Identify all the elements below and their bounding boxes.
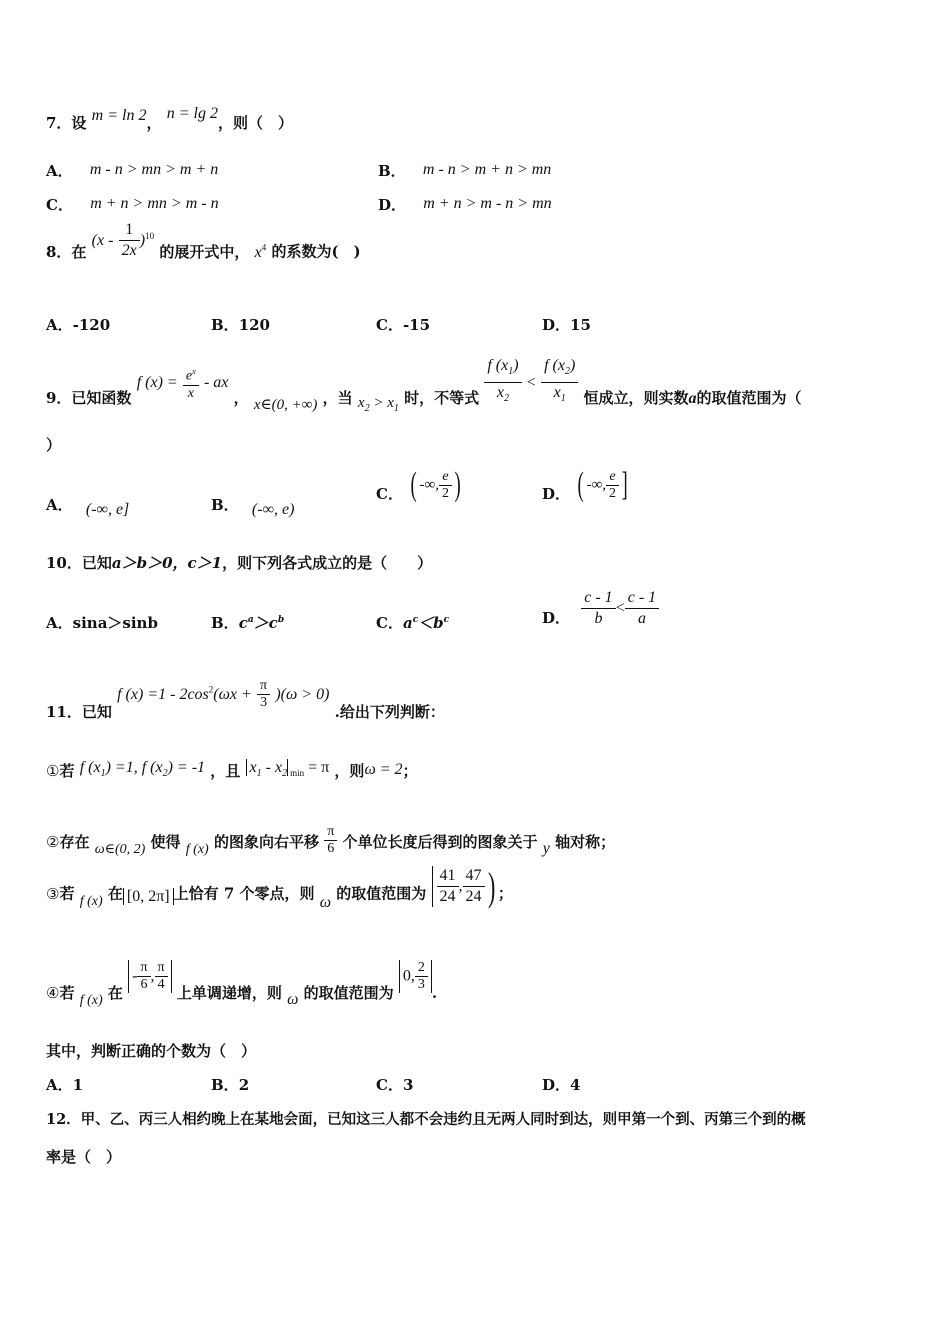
j3-frac2: $\frac{47}{24}$ [463, 866, 485, 907]
q8-tail: 的系数为( ) [271, 242, 361, 261]
q9-ineq-left [484, 356, 521, 409]
q9-e-den: x [187, 385, 194, 401]
q10-condition: a＞b＞0，c＞1 [111, 554, 223, 572]
j4-pre: 若 [59, 984, 75, 1002]
j4-mark: ④ [46, 984, 60, 1002]
q9-e-num: $e^x$ [183, 364, 199, 386]
j4-frac3: $\frac{2}{3}$ [415, 960, 428, 993]
option-label: A． [46, 162, 73, 180]
option-right-fraction: $\frac{c - 1}{a}$ [625, 588, 659, 629]
q8-mid: 的展开式中， [159, 242, 250, 261]
j3-tail: 的取值范围为 [336, 884, 427, 903]
j1-expr: f $(x_1) =1$, f $(x_2) = -1$ [79, 759, 206, 780]
bracket-left: ( [410, 466, 417, 503]
option-expr: sina＞sinb [72, 614, 158, 632]
q11-question: 其中，判断正确的个数为（ ） [46, 1042, 257, 1060]
j2-pi-fraction: $\frac{\pi}{6}$ [324, 824, 337, 857]
q9-sep1: ， [233, 388, 249, 407]
j4-in: 在 [107, 984, 123, 1002]
j4-mid: 上单调递增，则 [176, 984, 282, 1002]
option-fraction: $\frac{e}{2}$ [606, 469, 619, 502]
question-9 [46, 350, 802, 414]
option-label: A． [46, 496, 73, 514]
option-label: C． [376, 614, 403, 632]
j2-y: y [542, 839, 550, 857]
q10-option-b[interactable] [211, 612, 284, 633]
j4-end: . [431, 984, 438, 1002]
j1-end: ； [402, 762, 418, 780]
j2-mid2: 的图象向右平移 [213, 832, 319, 851]
q9-number: 9．已知函数 [46, 388, 132, 407]
q11-judgment-1 [46, 760, 418, 783]
q9-domain: x∈(0, +∞) [253, 396, 318, 413]
j4-omega: ω [287, 991, 299, 1008]
j1-min: $_{min}$ = π [287, 759, 329, 776]
j3-in: 在 [107, 884, 123, 903]
option-pre: -∞, [419, 477, 439, 493]
q7-m-expr: m = ln 2 [91, 107, 147, 124]
question-10 [46, 552, 432, 573]
option-label: D． [542, 608, 571, 627]
q9-option-a[interactable] [46, 494, 130, 518]
q8-option-c[interactable] [376, 314, 430, 335]
j3-pre: 若 [59, 884, 75, 903]
option-label: D． [542, 485, 571, 503]
option-label: A． [46, 1076, 73, 1094]
j1-pre: 若 [59, 762, 75, 780]
q9-option-c[interactable] [376, 468, 463, 502]
q9-f-rhs: - ax [203, 373, 229, 391]
q7-number: 7．设 [46, 114, 87, 132]
q10-number: 10．已知 [46, 554, 112, 572]
bracket-left: ( [577, 466, 585, 503]
q11-option-c[interactable] [376, 1074, 413, 1095]
j3-end: ； [497, 884, 513, 903]
q8-frac-num: 1 [119, 220, 140, 241]
option-label: D． [542, 1076, 571, 1094]
option-label: B． [378, 162, 406, 180]
q8-option-a[interactable] [46, 314, 110, 335]
q10-option-c[interactable] [376, 612, 449, 633]
j2-tail2: 轴对称； [555, 832, 616, 851]
option-expr: m + n > m - n > mn [423, 195, 552, 212]
q9-lden: $x_2$ [496, 384, 510, 405]
q9-sep2: ，当 [322, 388, 353, 407]
q9-option-d[interactable] [542, 468, 630, 502]
q11-judgment-4 [46, 960, 438, 1008]
j2-expr: ω∈(0, 2) [94, 841, 146, 857]
option-expr: m - n > mn > m + n [89, 161, 219, 178]
q9-close-paren: ） [46, 436, 62, 454]
q11-tail: .给出下列判断： [334, 702, 445, 721]
q11-f-post: )(ω > 0) [275, 685, 330, 703]
option-expr: (-∞, e] [85, 501, 130, 518]
j3-fx: f (x) [79, 893, 103, 909]
option-value: 2 [238, 1076, 250, 1094]
q10-tail: ，则下列各式成立的是（ ） [222, 554, 433, 572]
j2-mid1: 使得 [150, 832, 181, 851]
j4-frac2: $\frac{\pi}{4}$ [155, 960, 168, 993]
q11-pi-fraction: $\frac{\pi}{3}$ [257, 678, 270, 711]
q7-option-d[interactable] [378, 194, 552, 215]
bracket-right: ] [621, 466, 628, 503]
j1-then: ，则 [334, 762, 365, 780]
q7-tail: ，则（ ） [217, 114, 293, 132]
option-label: C． [376, 316, 403, 334]
q8-fraction [119, 220, 140, 261]
j1-conclusion: ω = 2 [364, 761, 403, 778]
option-value: 4 [570, 1076, 581, 1094]
question-11 [46, 672, 445, 721]
j4-range: 0, $\frac{2}{3}$ [399, 960, 432, 993]
option-label: C． [46, 196, 73, 214]
q7-option-a[interactable] [46, 160, 218, 181]
j3-interval: [0, 2π] [123, 888, 174, 905]
option-label: B． [211, 316, 239, 334]
q11-option-a[interactable] [46, 1074, 83, 1095]
q8-expr-pre: (x - [91, 231, 114, 249]
q9-var-a: a [688, 389, 697, 407]
q9-tail: 恒成立，则实数 [583, 388, 689, 407]
option-expr: m + n > mn > m - n [90, 195, 219, 212]
j3-mark: ③ [46, 884, 60, 903]
q7-n-expr: n = lg 2 [166, 105, 218, 122]
option-value: 15 [570, 316, 591, 334]
option-value: 1 [72, 1076, 84, 1094]
question-12-line1: 12．甲、乙、丙三人相约晚上在某地会面，已知这三人都不会违约且无两人同时到达，则甲第一个到、丙第三个到的概 [46, 1111, 806, 1128]
q8-frac-den: 2x [121, 242, 137, 259]
q11-judgment-2 [46, 814, 616, 857]
q7-option-c[interactable] [46, 194, 219, 215]
q8-number: 8．在 [46, 242, 87, 261]
j2-tail: 个单位长度后得到的图象关于 [342, 832, 538, 851]
option-label: A． [46, 316, 73, 334]
j2-pre: 存在 [59, 832, 90, 851]
j1-mark: ① [46, 762, 60, 780]
j1-abs: $x_1 - x_2$ [246, 759, 288, 776]
q11-judgment-3 [46, 863, 513, 915]
option-left-fraction: $\frac{c - 1}{b}$ [581, 588, 615, 629]
option-value: 120 [238, 316, 270, 334]
question-7 [46, 105, 293, 133]
option-expr: m - n > m + n > mn [422, 161, 552, 178]
q10-option-d[interactable] [542, 588, 659, 629]
option-label: C． [376, 1076, 403, 1094]
option-pre: -∞, [586, 477, 607, 493]
option-label: C． [376, 485, 403, 503]
j3-frac1: $\frac{41}{24}$ [437, 866, 459, 907]
option-value: 3 [402, 1076, 414, 1094]
option-fraction: $\frac{e}{2}$ [439, 469, 452, 502]
q9-f-lhs: f (x) = [136, 373, 178, 391]
question-12-line2: 率是（ ） [46, 1148, 122, 1166]
option-expr: $c^a>c^b$ [238, 614, 285, 632]
q9-exp-fraction [183, 364, 199, 402]
q9-rnum: f $(x_2)$ [541, 356, 578, 383]
option-op: < [615, 599, 625, 617]
j3-mid: 上恰有 7 个零点，则 [173, 884, 315, 903]
option-label: B． [211, 496, 239, 514]
j2-mark: ② [46, 832, 60, 851]
q11-f-pre: f $(x) =1 - 2\cos^2(\omega x$ + [117, 684, 252, 703]
j3-range: $\frac{41}{24}$ , $\frac{47}{24}$ ) [432, 866, 498, 907]
option-value: -15 [402, 316, 431, 334]
j4-interval: - $\frac{\pi}{6}$ , $\frac{\pi}{4}$ [128, 960, 171, 993]
option-value: -120 [72, 316, 111, 334]
option-expr: $a^c<b^c$ [402, 614, 450, 632]
j3-omega: ω [319, 893, 332, 911]
j2-fx: f (x) [185, 841, 209, 857]
option-label: B． [211, 614, 239, 632]
bracket-right: ) [454, 466, 461, 503]
q11-option-d[interactable] [542, 1074, 580, 1095]
option-label: D． [378, 196, 407, 214]
q11-number: 11．已知 [46, 702, 112, 721]
j4-tail: 的取值范围为 [303, 984, 394, 1002]
q9-option-b[interactable] [211, 494, 295, 518]
q8-option-b[interactable] [211, 314, 270, 335]
option-label: A． [46, 614, 73, 632]
q9-when: 时，不等式 [404, 388, 480, 407]
j4-frac1: $\frac{\pi}{6}$ [137, 960, 150, 993]
j1-mid: ，且 [210, 762, 241, 780]
q8-exponent: 10 [145, 230, 155, 241]
q9-ineq-right [541, 356, 578, 409]
question-8 [46, 221, 361, 273]
q9-tail2: 的取值范围为（ [696, 388, 802, 407]
q9-condition: $x_2 > x_1$ [357, 394, 399, 414]
option-label: D． [542, 316, 571, 334]
q11-option-b[interactable] [211, 1074, 249, 1095]
q9-lnum: f $(x_1)$ [484, 356, 521, 383]
q9-rden: $x_1$ [553, 384, 566, 405]
q8-expr-post: ) [139, 231, 146, 249]
q7-sep: ， [146, 114, 162, 132]
q8-option-d[interactable] [542, 314, 591, 335]
option-expr: (-∞, e) [251, 501, 295, 518]
j4-fx: f (x) [79, 993, 103, 1008]
q7-option-b[interactable] [378, 160, 551, 181]
q8-term: $x^4$ [254, 242, 267, 261]
option-label: B． [211, 1076, 239, 1094]
q9-ineq-op: < [526, 373, 536, 391]
q10-option-a[interactable] [46, 612, 158, 633]
